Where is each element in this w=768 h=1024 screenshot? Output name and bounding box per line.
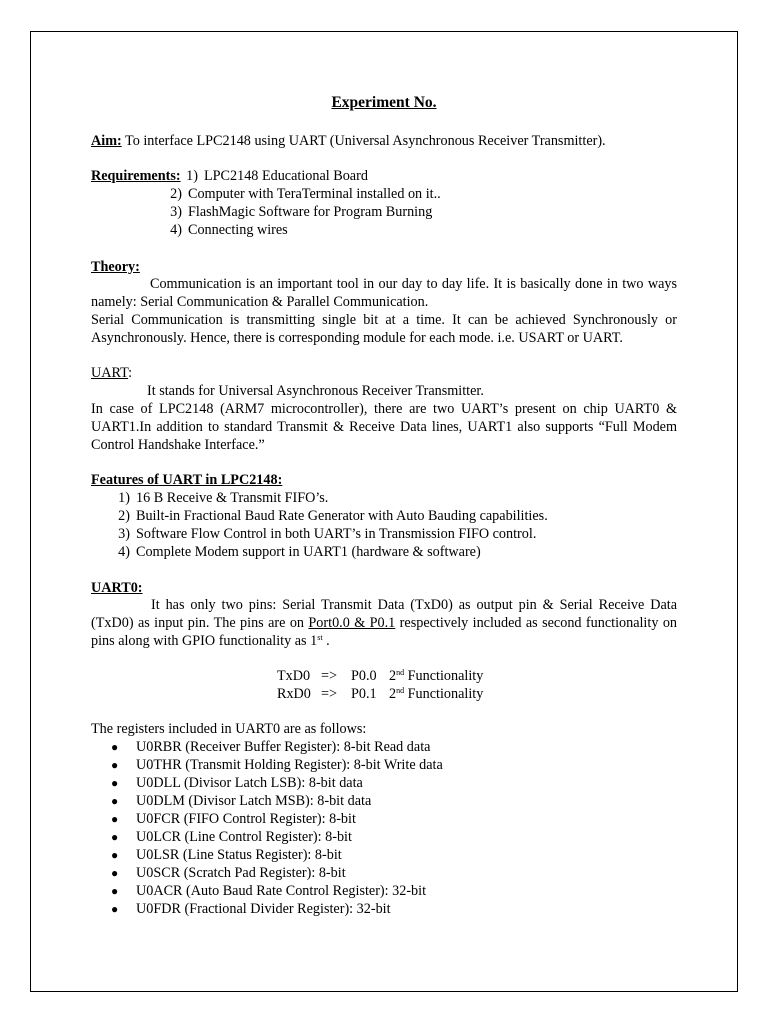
- uart0-heading: UART0:: [91, 580, 143, 596]
- requirement-text: LPC2148 Educational Board: [204, 168, 368, 184]
- theory-paragraph-1: Communication is an important tool in our day to day life. It is basically done in two ways namely: Serial Communication & Parallel Communication.: [91, 276, 677, 310]
- uart-colon: :: [128, 365, 133, 381]
- features-heading: Features of UART in LPC2148:: [91, 472, 283, 488]
- requirement-num: 1): [186, 168, 198, 184]
- feature-num: 1): [118, 490, 130, 506]
- pin-port: P0.1: [351, 686, 377, 702]
- bullet-icon: ●: [111, 758, 119, 772]
- uart-heading-line: [91, 364, 132, 382]
- uart0-text-b: respectively included as second functionality on pins along with GPIO functionality as 1: [91, 615, 678, 649]
- pin-signal: TxD0: [277, 668, 311, 684]
- feature-num: 3): [118, 526, 130, 542]
- register-item: [111, 810, 356, 828]
- register-text: U0ACR (Auto Baud Rate Control Register): 32-bit: [136, 883, 427, 899]
- bullet-icon: ●: [111, 848, 119, 862]
- register-text: U0DLL (Divisor Latch LSB): 8-bit data: [136, 775, 363, 791]
- uart-paragraph: In case of LPC2148 (ARM7 microcontroller), there are two UART’s present on chip UART0 & UART1.In addition to standard Transmit & Receive Data lines, UART1 also supports “Full Modem Control Handshake Interface.”: [91, 401, 677, 453]
- pin-ordinal: 2: [389, 686, 397, 702]
- pin-arrow: =>: [321, 668, 338, 684]
- pin-map-row: [277, 667, 483, 685]
- bullet-icon: ●: [111, 794, 119, 808]
- register-item: [111, 792, 371, 810]
- pin-function: Functionality: [407, 686, 484, 702]
- requirement-text: Connecting wires: [188, 222, 288, 238]
- requirement-text: Computer with TeraTerminal installed on it..: [188, 186, 441, 202]
- pin-signal: RxD0: [277, 686, 311, 702]
- pin-port: P0.0: [351, 668, 377, 684]
- register-item: [111, 864, 346, 882]
- aim-line: [91, 132, 606, 150]
- uart0-text-a: It has only two pins: Serial Transmit Data (TxD0) as output pin & Serial Receive Data (TxD0) as input pin. The pins are on: [91, 597, 677, 631]
- register-item: [111, 738, 430, 756]
- register-text: U0LSR (Line Status Register): 8-bit: [136, 847, 342, 863]
- bullet-icon: ●: [111, 740, 119, 754]
- register-item: [111, 756, 443, 774]
- requirement-item: [162, 221, 288, 239]
- register-intro: The registers included in UART0 are as follows:: [91, 721, 367, 737]
- register-text: U0RBR (Receiver Buffer Register): 8-bit Read data: [136, 739, 431, 755]
- feature-item: [110, 543, 481, 561]
- register-text: U0LCR (Line Control Register): 8-bit: [136, 829, 352, 845]
- feature-item: [110, 525, 536, 543]
- theory-paragraph-2: Serial Communication is transmitting single bit at a time. It can be achieved Synchronously or Asynchronously. Hence, there is corresponding module for each mode. i.e. USART or UART.: [91, 312, 677, 346]
- register-text: U0THR (Transmit Holding Register): 8-bit Write data: [136, 757, 443, 773]
- pin-function: Functionality: [407, 668, 484, 684]
- requirements-line-1: [91, 167, 181, 185]
- uart-line-1: It stands for Universal Asynchronous Receiver Transmitter.: [147, 383, 484, 399]
- feature-item: [110, 507, 548, 525]
- pin-ordinal: 2: [389, 668, 397, 684]
- aim-text: To interface LPC2148 using UART (Universal Asynchronous Receiver Transmitter).: [121, 133, 606, 149]
- bullet-icon: ●: [111, 812, 119, 826]
- bullet-icon: ●: [111, 776, 119, 790]
- pin-ordinal-sup: nd: [396, 686, 405, 695]
- feature-num: 4): [118, 544, 130, 560]
- uart-heading: UART: [91, 365, 129, 381]
- register-item: [111, 900, 391, 918]
- feature-text: 16 B Receive & Transmit FIFO’s.: [136, 490, 329, 506]
- uart0-text-end: .: [322, 633, 330, 649]
- register-item: [111, 828, 352, 846]
- feature-num: 2): [118, 508, 130, 524]
- feature-text: Built-in Fractional Baud Rate Generator with Auto Bauding capabilities.: [136, 508, 548, 524]
- aim-label: Aim:: [91, 133, 122, 149]
- bullet-icon: ●: [111, 830, 119, 844]
- register-text: U0FDR (Fractional Divider Register): 32-bit: [136, 901, 391, 917]
- requirement-num: 3): [170, 204, 182, 220]
- requirement-item: [162, 203, 432, 221]
- requirement-text: FlashMagic Software for Program Burning: [188, 204, 433, 220]
- requirement-num: 2): [170, 186, 182, 202]
- requirements-label: Requirements:: [91, 168, 181, 184]
- register-text: U0SCR (Scratch Pad Register): 8-bit: [136, 865, 346, 881]
- uart0-sup: st: [317, 633, 323, 642]
- page-title: Experiment No.: [331, 94, 437, 111]
- uart0-pins: Port0.0 & P0.1: [308, 615, 396, 631]
- feature-text: Complete Modem support in UART1 (hardware & software): [136, 544, 481, 560]
- uart0-paragraph: [91, 596, 677, 650]
- feature-item: [110, 489, 328, 507]
- pin-ordinal-sup: nd: [396, 668, 405, 677]
- register-text: U0FCR (FIFO Control Register): 8-bit: [136, 811, 356, 827]
- bullet-icon: ●: [111, 884, 119, 898]
- register-item: [111, 846, 342, 864]
- register-item: [111, 774, 363, 792]
- register-item: [111, 882, 426, 900]
- theory-heading: Theory:: [91, 259, 140, 275]
- bullet-icon: ●: [111, 866, 119, 880]
- bullet-icon: ●: [111, 902, 119, 916]
- feature-text: Software Flow Control in both UART’s in Transmission FIFO control.: [136, 526, 537, 542]
- pin-arrow: =>: [321, 686, 338, 702]
- requirement-item: [178, 167, 368, 185]
- requirement-num: 4): [170, 222, 182, 238]
- requirement-item: [162, 185, 441, 203]
- pin-map-row: [277, 685, 483, 703]
- register-text: U0DLM (Divisor Latch MSB): 8-bit data: [136, 793, 372, 809]
